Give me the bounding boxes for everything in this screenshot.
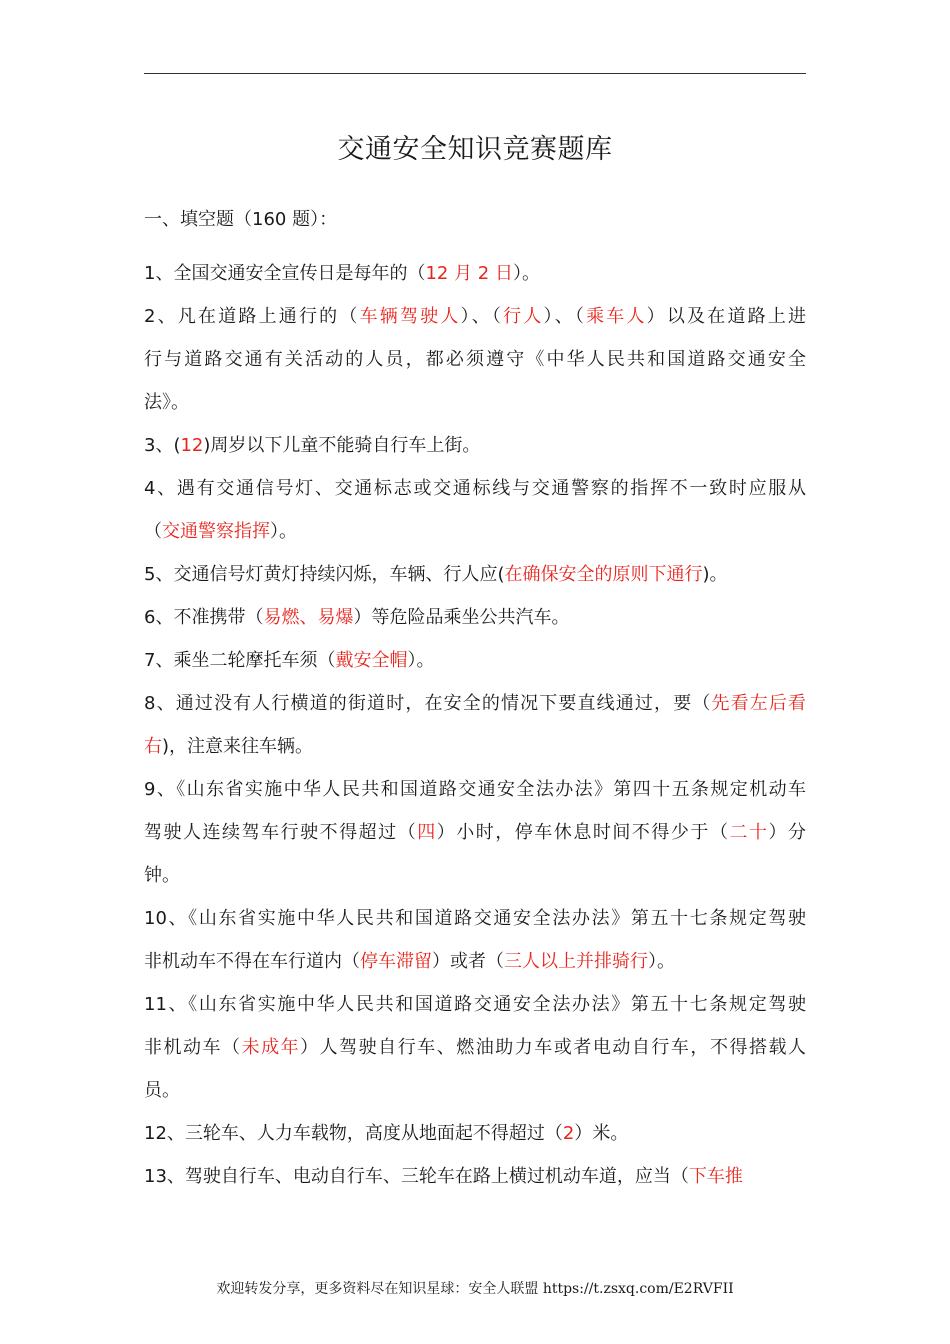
answer-text: 在确保安全的原则下通行 [504,564,703,585]
question-text: ）分 [768,822,807,843]
answer-text: 二十 [729,822,769,843]
question-text: 行与道路交通有关活动的人员，都必须遵守《中华人民共和国道路交通安全 [144,349,806,370]
question-text: )，注意来往车辆。 [162,736,314,757]
question-text: ）以及在道路上进 [646,306,807,327]
question-line [144,553,806,596]
header-rule [144,73,806,74]
question-line [144,1112,806,1155]
answer-text: 乘车人 [586,306,647,327]
question-line [144,983,806,1026]
question-text: 12、三轮车、人力车载物，高度从地面起不得超过（ [144,1123,563,1144]
question-text: 4、遇有交通信号灯、交通标志或交通标线与交通警察的指挥不一致时应服从 [144,478,806,499]
question-line [144,1069,806,1112]
question-item [144,983,806,1112]
answer-text: 未成年 [241,1037,301,1058]
question-text: 7、乘坐二轮摩托车须（ [144,650,336,671]
answer-text: 交通警察指挥 [162,521,270,542]
answer-text: 三人以上并排骑行 [504,951,648,972]
question-text: 非机动车（ [144,1037,242,1058]
question-text: （ [144,521,162,542]
question-text: ）小时，停车休息时间不得少于（ [436,822,730,843]
question-line [144,295,806,338]
answer-text: 12 [180,435,204,456]
question-line [144,1026,806,1069]
question-line [144,897,806,940]
question-text: 10、《山东省实施中华人民共和国道路交通安全法办法》第五十七条规定驾驶 [144,908,806,929]
question-line [144,252,806,295]
question-item [144,596,806,639]
question-item [144,252,806,295]
question-bank [144,198,806,1198]
answer-text: 易燃、易爆 [263,607,354,628]
question-line [144,381,806,424]
question-text: 5、交通信号灯黄灯持续闪烁，车辆、行人应( [144,564,505,585]
question-item [144,295,806,424]
question-text: 1、全国交通安全宣传日是每年的（ [144,263,426,284]
question-text: )。 [702,564,728,585]
answer-text: 停车滞留 [360,951,432,972]
question-line [144,338,806,381]
question-text: ）、（ [460,306,504,327]
footer-note [0,1278,950,1300]
answer-text: 车辆驾驶人 [359,306,461,327]
answer-text: 戴安全帽 [335,650,408,671]
footer-text: 欢迎转发分享，更多资料尽在知识星球：安全人联盟 [216,1281,543,1297]
question-line [144,811,806,854]
question-line [144,682,806,725]
question-line [144,639,806,682]
question-text: 驾驶人连续驾车行驶不得超过（ [144,822,418,843]
question-line [144,940,806,983]
question-list [144,252,806,1198]
question-line [144,467,806,510]
question-text: ）或者（ [432,951,504,972]
question-line [144,725,806,768]
answer-text: 右 [144,736,162,757]
question-text: 非机动车不得在车行道内（ [144,951,360,972]
question-item [144,424,806,467]
question-item [144,639,806,682]
question-text: ）人驾驶自行车、燃油助力车或者电动自行车，不得搭载人 [300,1037,807,1058]
question-text: 8、通过没有人行横道的街道时，在安全的情况下要直线通过，要（ [144,693,712,714]
answer-text: 12 月 2 日 [425,263,513,284]
answer-text: 2 [562,1123,575,1144]
question-text: )周岁以下儿童不能骑自行车上街。 [203,435,481,456]
answer-text: 先看左后看 [711,693,807,714]
question-item [144,467,806,553]
question-text: 员。 [144,1080,180,1101]
question-text: 11、《山东省实施中华人民共和国道路交通安全法办法》第五十七条规定驾驶 [144,994,806,1015]
question-line [144,424,806,467]
question-text: 13、驾驶自行车、电动自行车、三轮车在路上横过机动车道，应当（ [144,1166,689,1187]
question-line [144,1155,806,1198]
question-text: 6、不准携带（ [144,607,264,628]
answer-text: 下车推 [688,1166,743,1187]
question-item [144,897,806,983]
question-item [144,682,806,768]
answer-text: 行人 [503,306,544,327]
question-text: 3、( [144,435,181,456]
question-text: 钟。 [144,865,180,886]
question-text: 法》。 [144,392,189,413]
question-text: ）米。 [574,1123,629,1144]
question-line [144,510,806,553]
question-item [144,1155,806,1198]
question-text: 2、凡在道路上通行的（ [144,306,360,327]
answer-text: 四 [417,822,437,843]
question-text: ）。 [270,521,297,542]
question-text: 9、《山东省实施中华人民共和国道路交通安全法办法》第四十五条规定机动车 [144,779,806,800]
question-text: ）。 [407,650,435,671]
page-title: 交通安全知识竞赛题库 [337,134,613,165]
question-line [144,768,806,811]
question-item [144,768,806,897]
question-text: ）、（ [543,306,587,327]
question-line [144,854,806,897]
section-heading: 一、填空题（160 题）： [144,209,338,230]
question-text: ）。 [648,951,675,972]
question-line [144,596,806,639]
question-text: ）等危险品乘坐公共汽车。 [353,607,570,628]
question-item [144,1112,806,1155]
footer-link[interactable]: https://t.zsxq.com/E2RVFII [542,1281,734,1297]
question-text: ）。 [512,263,540,284]
question-item [144,553,806,596]
